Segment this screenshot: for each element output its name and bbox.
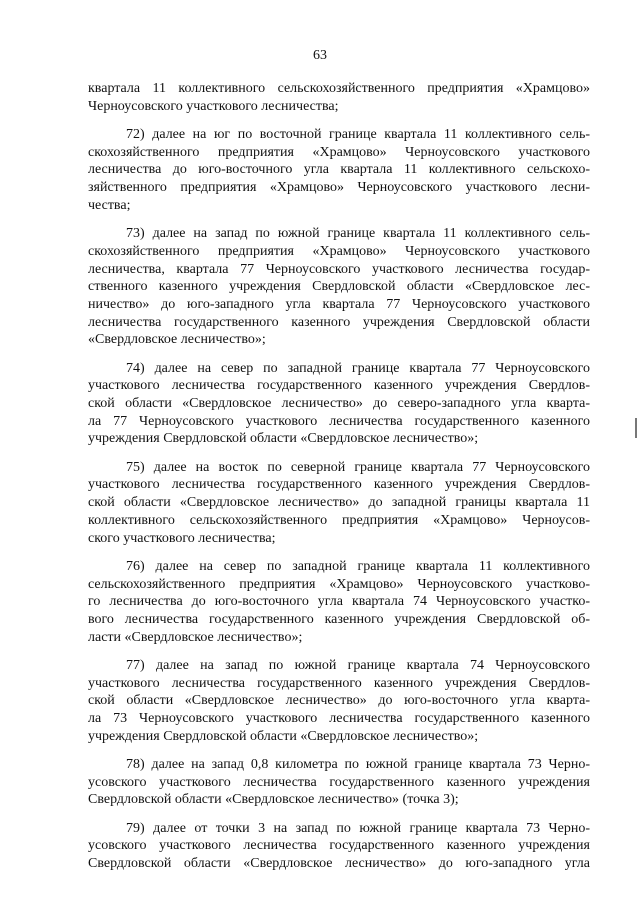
- text-line: участкового лесничества государственного казенного учреждения Свердлов-: [88, 378, 590, 394]
- page-number: 63: [313, 48, 327, 63]
- paragraph-item-73: [88, 225, 590, 349]
- paragraph-item-72: [88, 126, 590, 215]
- text-line: ской области «Свердловское лесничество» до северо-западного угла кварта-: [88, 396, 590, 412]
- body-text: [88, 80, 590, 883]
- text-line: коллективного сельскохозяйственного предприятия «Храмцово» Черноусов-: [88, 512, 590, 528]
- text-line: ласти «Свердловское лесничество»;: [88, 629, 303, 645]
- text-line: 77) далее на запад по южной границе квартала 74 Черноусовского: [126, 657, 590, 673]
- text-line: ской области «Свердловское лесничество» до юго-восточного угла кварта-: [88, 693, 590, 709]
- text-line: лесничества государственного казенного учреждения Свердловской области: [88, 314, 590, 330]
- text-line: ла 73 Черноусовского участкового лесничества государственного казенного: [88, 711, 590, 727]
- text-line: участкового лесничества государственного казенного учреждения Свердлов-: [88, 477, 590, 493]
- text-line: Свердловской области «Свердловское лесничество» (точка 3);: [88, 792, 459, 808]
- text-line: лесничества, квартала 77 Черноусовского участкового лесничества государ-: [88, 261, 590, 277]
- text-line: квартала 11 коллективного сельскохозяйственного предприятия «Храмцово»: [88, 81, 590, 96]
- text-line: ничество» до юго-западного угла квартала 77 Черноусовского участкового: [88, 296, 590, 312]
- text-line: Черноусовского участкового лесничества;: [88, 98, 339, 114]
- text-line: «Свердловское лесничество»;: [88, 332, 266, 348]
- paragraph-item-77: [88, 657, 590, 746]
- text-line: 76) далее на север по западной границе квартала 11 коллективного: [126, 558, 590, 574]
- text-line: ла 77 Черноусовского участкового лесничества государственного казенного: [88, 413, 590, 429]
- text-line: лесничества до юго-восточного угла квартала 11 коллективного сельскохо-: [88, 162, 590, 178]
- paragraph-item-75: [88, 459, 590, 548]
- text-line: сельскохозяйственного предприятия «Храмцово» Черноусовского участково-: [88, 576, 590, 592]
- text-line: го лесничества до юго-восточного угла квартала 74 Черноусовского участко-: [88, 594, 590, 610]
- text-line: участкового лесничества государственного казенного учреждения Свердлов-: [88, 675, 590, 691]
- text-line: ственного казенного учреждения Свердловской области «Свердловское лес-: [88, 279, 590, 295]
- text-line: зяйственного предприятия «Храмцово» Черноусовского участкового лесни-: [88, 180, 590, 196]
- text-line: усовского участкового лесничества государственного казенного учреждения: [88, 838, 590, 854]
- text-line: 75) далее на восток по северной границе квартала 77 Черноусовского: [126, 459, 590, 475]
- text-line: Свердловской области «Свердловское лесничество» до юго-западного угла: [88, 856, 590, 872]
- paragraph-item-78: [88, 756, 590, 809]
- text-line: усовского участкового лесничества государственного казенного учреждения: [88, 774, 590, 790]
- text-line: учреждения Свердловской области «Свердловское лесничество»;: [88, 728, 479, 744]
- text-line: 74) далее на север по западной границе квартала 77 Черноусовского: [126, 360, 590, 376]
- text-line: 72) далее на юг по восточной границе квартала 11 коллективного сель-: [126, 127, 590, 142]
- text-line: 78) далее на запад 0,8 километра по южной границе квартала 73 Черно-: [126, 757, 590, 773]
- paragraph-continuation: [88, 80, 590, 115]
- text-line: ской области «Свердловское лесничество» до западной границы квартала 11: [88, 495, 590, 511]
- paragraph-item-79: [88, 820, 590, 873]
- text-line: ского участкового лесничества;: [88, 530, 276, 546]
- text-line: 73) далее на запад по южной границе квартала 11 коллективного сель-: [126, 226, 590, 242]
- text-line: учреждения Свердловской области «Свердловское лесничество»;: [88, 431, 479, 447]
- text-line: скохозяйственного предприятия «Храмцово» Черноусовского участкового: [88, 144, 590, 160]
- text-line: скохозяйственного предприятия «Храмцово» Черноусовского участкового: [88, 243, 590, 259]
- paragraph-item-76: [88, 558, 590, 647]
- text-line: чества;: [88, 197, 131, 213]
- text-line: вого лесничества государственного казенного учреждения Свердловской об-: [88, 611, 590, 627]
- text-line: 79) далее от точки 3 на запад по южной границе квартала 73 Черно-: [126, 820, 590, 836]
- paragraph-item-74: [88, 360, 590, 449]
- scan-edge-mark: [635, 418, 637, 438]
